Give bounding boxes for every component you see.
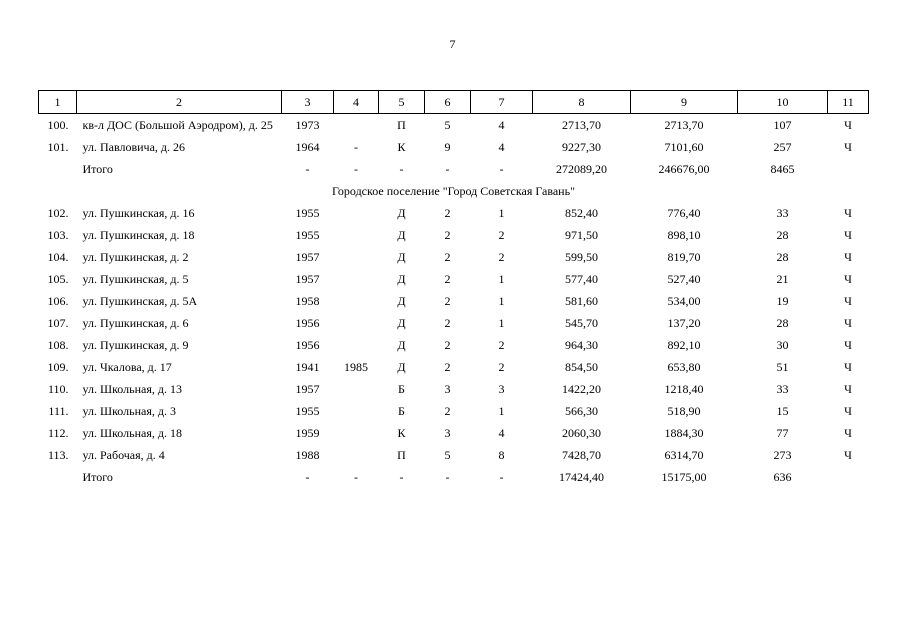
cell-wall-material: Б <box>398 382 405 396</box>
cell-living-area: 246676,00 <box>658 162 710 176</box>
cell-living-area: 6314,70 <box>664 448 704 462</box>
table-body <box>39 91 869 489</box>
cell-total-area: 852,40 <box>565 206 598 220</box>
cell-year-built: 1957 <box>295 272 320 286</box>
cell-wall-material: Б <box>398 404 405 418</box>
cell-floors: 5 <box>444 118 451 132</box>
cell-total-area: 566,30 <box>565 404 598 418</box>
cell-status: Ч <box>844 316 852 330</box>
cell-status: Ч <box>844 360 852 374</box>
cell-residents: 15 <box>776 404 789 418</box>
cell-row-number: 105. <box>47 272 69 286</box>
cell-wall-material: К <box>397 140 406 154</box>
cell-living-area: 534,00 <box>667 294 701 308</box>
cell-floors: 3 <box>444 382 451 396</box>
cell-address: ул. Павловича, д. 26 <box>82 140 186 154</box>
cell-status: Ч <box>844 118 852 132</box>
table-row <box>39 400 869 422</box>
cell-address: Итого <box>82 162 113 176</box>
cell-year-built: 1964 <box>295 140 320 154</box>
cell-address: ул. Школьная, д. 3 <box>82 404 176 418</box>
cell-entrances: 2 <box>498 338 505 352</box>
cell-living-area: 518,90 <box>667 404 701 418</box>
address-text: кв-л ДОС (Большой Аэродром), д. 25 <box>82 118 273 132</box>
cell-status: Ч <box>844 272 852 286</box>
cell-total-area: 272089,20 <box>556 162 607 176</box>
cell-wall-material: Д <box>397 338 406 352</box>
cell-row-number <box>39 158 77 180</box>
header-cell-status: 11 <box>828 91 869 114</box>
cell-floors: 2 <box>444 338 451 352</box>
cell-wall-material: Д <box>397 206 406 220</box>
cell-row-number: 104. <box>47 250 69 264</box>
cell-year-renovated <box>334 378 379 400</box>
cell-floors: 2 <box>444 272 451 286</box>
cell-status: Ч <box>844 404 852 418</box>
cell-total-area: 971,50 <box>565 228 598 242</box>
cell-residents: 257 <box>773 140 792 154</box>
cell-wall-material: К <box>397 426 406 440</box>
header-cell-total-area: 8 <box>533 91 631 114</box>
section-title-row <box>39 180 869 202</box>
cell-living-area: 7101,60 <box>664 140 704 154</box>
cell-year-renovated <box>334 202 379 224</box>
cell-floors: 2 <box>444 360 451 374</box>
cell-status <box>828 466 869 488</box>
cell-entrances: 1 <box>498 404 505 418</box>
cell-year-built: 1955 <box>295 404 320 418</box>
cell-total-area: 7428,70 <box>562 448 601 462</box>
cell-floors: 9 <box>444 140 451 154</box>
cell-entrances: 1 <box>498 272 505 286</box>
cell-residents: 30 <box>776 338 789 352</box>
section-title: Городское поселение "Город Советская Гавань" <box>332 184 575 198</box>
cell-year-renovated <box>334 444 379 466</box>
cell-row-number: 110. <box>47 382 69 396</box>
cell-living-area: 137,20 <box>667 316 701 330</box>
cell-living-area: 15175,00 <box>661 470 707 484</box>
cell-wall-material: Д <box>397 360 406 374</box>
table-row <box>39 290 869 312</box>
cell-wall-material: Д <box>397 228 406 242</box>
cell-year-built: 1957 <box>295 250 320 264</box>
cell-residents: 28 <box>776 316 789 330</box>
cell-living-area: 1218,40 <box>664 382 704 396</box>
cell-residents: 21 <box>776 272 789 286</box>
cell-row-number <box>39 466 77 488</box>
cell-living-area: 1884,30 <box>664 426 704 440</box>
cell-floors: 2 <box>444 228 451 242</box>
cell-year-renovated <box>334 246 379 268</box>
cell-address: ул. Пушкинская, д. 2 <box>82 250 189 264</box>
table-header-row <box>39 91 869 114</box>
header-cell-living-area: 9 <box>631 91 738 114</box>
cell-floors: 2 <box>444 206 451 220</box>
cell-year-built: 1988 <box>295 448 320 462</box>
cell-year-renovated <box>334 312 379 334</box>
cell-total-area: 1422,20 <box>562 382 601 396</box>
cell-floors: 3 <box>444 426 451 440</box>
cell-year-renovated <box>334 114 379 137</box>
cell-year-renovated <box>334 334 379 356</box>
cell-total-area: 545,70 <box>565 316 598 330</box>
cell-living-area: 892,10 <box>667 338 701 352</box>
table-row <box>39 136 869 158</box>
cell-residents: 8465 <box>770 162 795 176</box>
cell-wall-material: Д <box>397 316 406 330</box>
cell-address: ул. Пушкинская, д. 9 <box>82 338 189 352</box>
cell-year-built: 1973 <box>295 118 320 132</box>
cell-total-area: 577,40 <box>565 272 598 286</box>
cell-wall-material: Д <box>397 272 406 286</box>
cell-address: ул. Пушкинская, д. 16 <box>82 206 195 220</box>
cell-total-area: 964,30 <box>565 338 598 352</box>
cell-entrances: - <box>499 470 504 484</box>
header-cell-wall-material: 5 <box>379 91 425 114</box>
cell-year-built: 1956 <box>295 316 320 330</box>
cell-year-renovated <box>334 224 379 246</box>
cell-residents: 51 <box>776 360 789 374</box>
cell-residents: 33 <box>776 382 789 396</box>
cell-row-number: 103. <box>47 228 69 242</box>
cell-residents: 28 <box>776 228 789 242</box>
cell-status: Ч <box>844 448 852 462</box>
header-cell-floors: 6 <box>425 91 471 114</box>
cell-address: ул. Пушкинская, д. 5А <box>82 294 198 308</box>
cell-year-renovated: - <box>354 470 358 484</box>
cell-total-area: 599,50 <box>565 250 598 264</box>
cell-entrances: - <box>499 162 504 176</box>
cell-total-area: 2713,70 <box>562 118 601 132</box>
cell-status: Ч <box>844 294 852 308</box>
header-cell-address: 2 <box>77 91 282 114</box>
cell-address: ул. Чкалова, д. 17 <box>82 360 172 374</box>
cell-year-built: 1959 <box>295 426 320 440</box>
cell-wall-material: Д <box>397 250 406 264</box>
table-row <box>39 268 869 290</box>
cell-wall-material: П <box>397 448 406 462</box>
cell-floors: 2 <box>444 316 451 330</box>
cell-row-number: 106. <box>47 294 69 308</box>
cell-year-renovated: - <box>354 140 358 154</box>
cell-year-built: 1941 <box>295 360 320 374</box>
cell-status <box>828 158 869 180</box>
cell-address: ул. Пушкинская, д. 5 <box>82 272 189 286</box>
cell-address: ул. Школьная, д. 13 <box>82 382 182 396</box>
cell-status: Ч <box>844 250 852 264</box>
table-row <box>39 224 869 246</box>
cell-year-built: 1958 <box>295 294 320 308</box>
cell-year-built: - <box>305 162 310 176</box>
housing-table <box>38 90 869 488</box>
cell-year-renovated <box>334 422 379 444</box>
cell-entrances: 8 <box>498 448 505 462</box>
cell-living-area: 898,10 <box>667 228 701 242</box>
cell-entrances: 4 <box>498 426 505 440</box>
cell-row-number: 101. <box>47 140 69 154</box>
cell-residents: 273 <box>773 448 792 462</box>
cell-living-area: 527,40 <box>667 272 701 286</box>
cell-wall-material: - <box>399 470 404 484</box>
header-cell-year-built: 3 <box>282 91 334 114</box>
cell-wall-material: - <box>399 162 404 176</box>
cell-living-area: 653,80 <box>667 360 701 374</box>
table-row <box>39 312 869 334</box>
cell-year-built: 1955 <box>295 206 320 220</box>
cell-residents: 77 <box>776 426 789 440</box>
cell-floors: - <box>445 470 450 484</box>
cell-floors: 2 <box>444 294 451 308</box>
table-row <box>39 202 869 224</box>
cell-row-number: 112. <box>47 426 69 440</box>
cell-residents: 107 <box>773 118 792 132</box>
cell-row-number: 109. <box>47 360 69 374</box>
cell-address: ул. Школьная, д. 18 <box>82 426 182 440</box>
table-row <box>39 378 869 400</box>
cell-address: Итого <box>82 470 113 484</box>
header-cell-row-number: 1 <box>39 91 77 114</box>
cell-entrances: 4 <box>498 140 505 154</box>
cell-row-number: 113. <box>47 448 69 462</box>
cell-living-area: 819,70 <box>667 250 701 264</box>
cell-status: Ч <box>844 228 852 242</box>
header-cell-residents: 10 <box>738 91 828 114</box>
table-row <box>39 356 869 378</box>
cell-living-area: 776,40 <box>667 206 701 220</box>
header-cell-year-renovated: 4 <box>334 91 379 114</box>
cell-floors: 2 <box>444 250 451 264</box>
cell-row-number: 108. <box>47 338 69 352</box>
cell-year-built: 1957 <box>295 382 320 396</box>
cell-year-built: 1956 <box>295 338 320 352</box>
table-row <box>39 444 869 466</box>
cell-address: ул. Пушкинская, д. 6 <box>82 316 189 330</box>
header-cell-entrances: 7 <box>471 91 533 114</box>
total-row <box>39 158 869 180</box>
cell-total-area: 581,60 <box>565 294 598 308</box>
cell-wall-material: Д <box>397 294 406 308</box>
cell-residents: 636 <box>773 470 792 484</box>
cell-total-area: 854,50 <box>565 360 598 374</box>
cell-year-renovated: 1985 <box>344 360 368 374</box>
cell-status: Ч <box>844 426 852 440</box>
cell-status: Ч <box>844 140 852 154</box>
cell-entrances: 1 <box>498 206 505 220</box>
cell-row-number: 107. <box>47 316 69 330</box>
cell-floors: 5 <box>444 448 451 462</box>
cell-address: ул. Рабочая, д. 4 <box>82 448 165 462</box>
cell-residents: 28 <box>776 250 789 264</box>
cell-floors: 2 <box>444 404 451 418</box>
cell-entrances: 2 <box>498 360 505 374</box>
table-row <box>39 422 869 444</box>
cell-row-number: 111. <box>48 404 69 418</box>
cell-total-area: 2060,30 <box>562 426 601 440</box>
table-row <box>39 114 869 137</box>
cell-status: Ч <box>844 382 852 396</box>
total-row <box>39 466 869 488</box>
cell-address <box>77 114 282 137</box>
cell-residents: 33 <box>776 206 789 220</box>
table-row <box>39 246 869 268</box>
cell-floors: - <box>445 162 450 176</box>
cell-status: Ч <box>844 206 852 220</box>
cell-year-renovated: - <box>354 162 358 176</box>
cell-residents: 19 <box>776 294 789 308</box>
cell-living-area: 2713,70 <box>664 118 704 132</box>
table-row <box>39 334 869 356</box>
cell-year-renovated <box>334 400 379 422</box>
cell-wall-material: П <box>397 118 406 132</box>
cell-entrances: 3 <box>498 382 505 396</box>
cell-entrances: 1 <box>498 294 505 308</box>
cell-address: ул. Пушкинская, д. 18 <box>82 228 195 242</box>
cell-entrances: 2 <box>498 228 505 242</box>
page-number: 7 <box>449 37 456 51</box>
cell-year-built: 1955 <box>295 228 320 242</box>
cell-entrances: 2 <box>498 250 505 264</box>
cell-entrances: 4 <box>498 118 505 132</box>
cell-row-number: 100. <box>47 118 69 132</box>
cell-row-number: 102. <box>47 206 69 220</box>
cell-total-area: 17424,40 <box>559 470 604 484</box>
cell-total-area: 9227,30 <box>562 140 601 154</box>
cell-year-renovated <box>334 290 379 312</box>
cell-year-renovated <box>334 268 379 290</box>
cell-year-built: - <box>305 470 310 484</box>
cell-entrances: 1 <box>498 316 505 330</box>
cell-status: Ч <box>844 338 852 352</box>
